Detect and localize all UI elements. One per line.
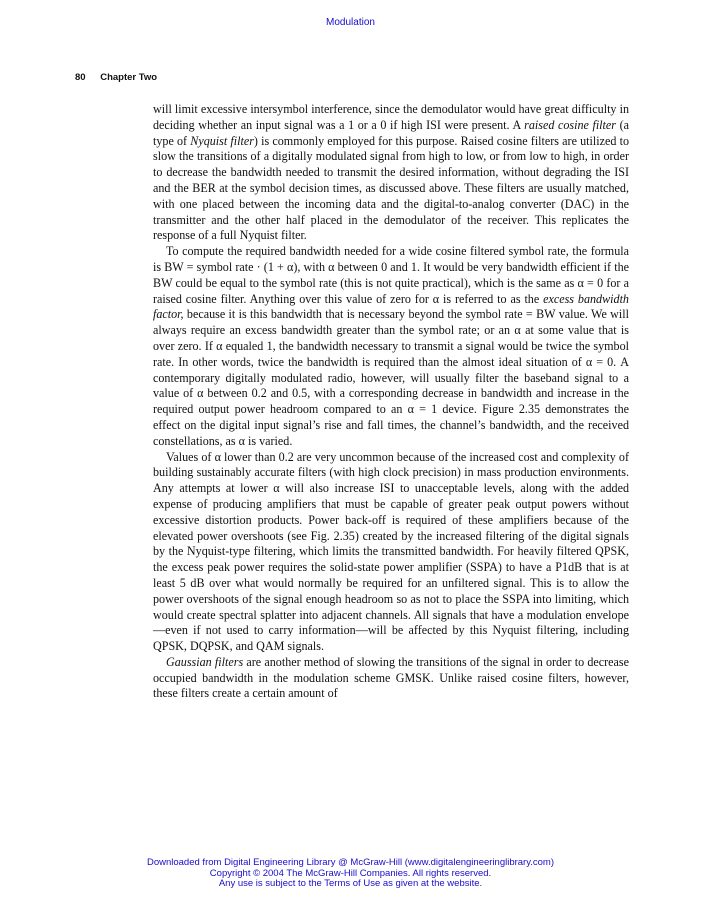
text-run: ) is commonly employed for this purpose. Raised cosine filters are utilized to slow the transitions of a digitally modulated signal from high to low, or from low to high, in order to decrease the bandwidth needed to transmit the desired information, without degrading the ISI and the BER at the symbol decision times, as discussed above. These filters are usually matched, with one placed between the incoming data and the digital-to-analog converter (DAC) in the transmitter and the other half placed in the demodulator of the receiver. This replicates the response of a full Nyquist filter. (153, 133, 629, 243)
paragraph (153, 244, 629, 449)
term-nyquist-filter: Nyquist filter (190, 133, 254, 148)
paragraph (153, 655, 629, 702)
footer (0, 858, 701, 890)
text-run: will limit excessive intersymbol interference, since the demodulator would have great difficulty in deciding whether an input signal was a 1 or a 0 if high ISI were present. A (153, 102, 629, 132)
text-run: (a type of (153, 117, 629, 148)
running-head (75, 72, 157, 83)
footer-terms-link[interactable]: Any use is subject to the Terms of Use as given at the website. (218, 878, 483, 889)
paragraph (153, 450, 629, 655)
text-run: are another method of slowing the transitions of the signal in order to decrease occupied bandwidth in the modulation scheme GMSK. Unlike raised cosine filters, however, these filters create a certain amount of (153, 654, 629, 701)
term-raised-cosine-filter: raised cosine filter (524, 117, 616, 132)
body-text (153, 102, 629, 702)
term-gaussian-filters: Gaussian filters (166, 654, 244, 669)
text-run: because it is this bandwidth that is necessary beyond the symbol rate = BW value. We will always require an excess bandwidth greater than the symbol rate; or an α at some value that is over zero. If α equaled 1, the bandwidth necessary to transmit a signal would be twice the symbol rate. In other words, twice the bandwidth is required than the almost ideal situation of α = 0. A contemporary digitally modulated radio, however, will usually filter the baseband signal to a value of α between 0.2 and 0.5, with a corresponding decrease in bandwidth and increase in the required output power headroom compared to an α = 1 device. Figure 2.35 demonstrates the effect on the digital input signal’s rise and fall times, the channel’s bandwidth, and the received constellations, as α is varied. (153, 307, 629, 448)
top-link[interactable]: Modulation (326, 17, 375, 28)
text-run: To compute the required bandwidth needed for a wide cosine filtered symbol rate, the formula is BW = symbol rate · (1 + α), with α between 0 and 1. It would be very bandwidth efficient if the BW could be equal to the symbol rate (this is not quite practical), which is the same as α = 0 for a raised cosine filter. Anything over this value of zero for α is referred to as the (153, 244, 629, 306)
footer-copyright: Copyright © 2004 The McGraw-Hill Companies. All rights reserved. (209, 867, 492, 879)
page-number: 80 (75, 72, 86, 83)
footer-download-link[interactable]: Downloaded from Digital Engineering Library @ McGraw-Hill (www.digitalengineeringlibrary.com) (146, 857, 555, 868)
term-excess-bandwidth-factor: excess bandwidth factor, (153, 291, 629, 322)
chapter-title: Chapter Two (100, 72, 158, 83)
text-run: Values of α lower than 0.2 are very uncommon because of the increased cost and complexity of building sustainably accurate filters (with high clock precision) in mass production environments. Any attempts at lower α will also increase ISI to unacceptable levels, along with the added expense of producing amplifiers that must be capable of greater peak output powers without excessive distortion products. Power back-off is required of these amplifiers because of the elevated power overshoots (see Fig. 2.35) created by the increased filtering of the digital signals by the Nyquist-type filtering, which limits the transmitted bandwidth. For heavily filtered QPSK, the excess peak power requires the solid-state power amplifier (SSPA) to have a P1dB that is at least 5 dB over what would normally be required for an unfiltered signal. This is to allow the power overshoots of the signal enough headroom so as not to place the SSPA into limiting, which would create spectral splatter into adjacent channels. All signals that have a modulation envelope—even if not used to carry information—will be affected by this Nyquist filtering, including QPSK, DQPSK, and QAM signals. (153, 449, 629, 654)
paragraph (153, 102, 629, 244)
